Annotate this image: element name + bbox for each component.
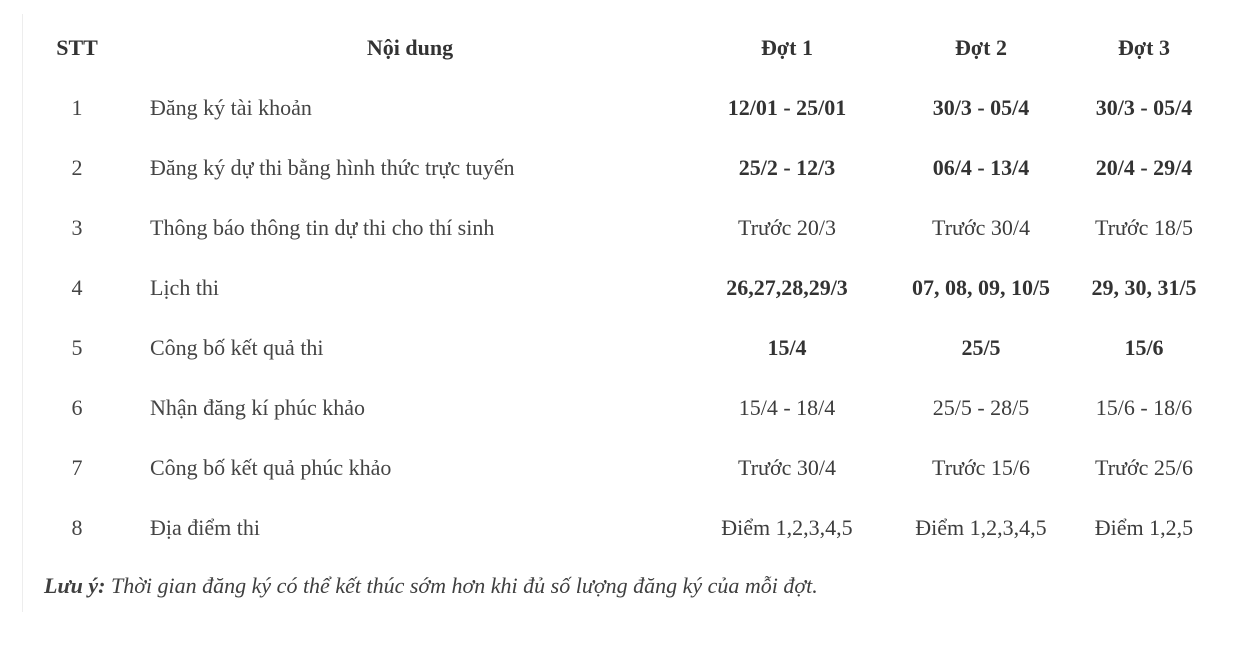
row-number: 4	[71, 275, 83, 300]
table-row	[24, 378, 1210, 438]
note-label: Lưu ý:	[44, 573, 106, 598]
row-round-2: 06/4 - 13/4	[932, 155, 1030, 180]
table-row	[24, 258, 1210, 318]
table-row	[24, 438, 1210, 498]
row-round-2: Trước 15/6	[932, 455, 1030, 480]
header-content: Nội dung	[366, 35, 454, 60]
row-round-2: 25/5	[961, 335, 1001, 360]
row-round-1: 15/4	[767, 335, 807, 360]
row-round-3: 15/6	[1124, 335, 1164, 360]
header-round-2: Đợt 2	[955, 35, 1007, 60]
row-round-1: 26,27,28,29/3	[726, 275, 848, 300]
row-number: 2	[71, 155, 83, 180]
row-round-3: 15/6 - 18/6	[1095, 395, 1193, 420]
row-content: Nhận đăng kí phúc khảo	[150, 395, 366, 420]
row-content: Đăng ký tài khoản	[150, 95, 312, 120]
table-row	[24, 138, 1210, 198]
row-round-1: Trước 30/4	[738, 455, 836, 480]
row-number: 8	[71, 515, 83, 540]
table-row	[24, 318, 1210, 378]
exam-schedule-table	[24, 18, 1210, 558]
row-round-1: Trước 20/3	[738, 215, 836, 240]
table-row	[24, 78, 1210, 138]
row-round-2: Điểm 1,2,3,4,5	[915, 515, 1047, 540]
row-round-2: 30/3 - 05/4	[932, 95, 1030, 120]
row-round-3: 29, 30, 31/5	[1091, 275, 1197, 300]
row-number: 6	[71, 395, 83, 420]
header-round-3: Đợt 3	[1118, 35, 1170, 60]
registration-note	[44, 573, 818, 599]
row-round-1: Điểm 1,2,3,4,5	[721, 515, 853, 540]
row-round-1: 12/01 - 25/01	[727, 95, 847, 120]
table-row	[24, 498, 1210, 558]
row-round-3: Điểm 1,2,5	[1094, 515, 1194, 540]
row-round-3: 20/4 - 29/4	[1095, 155, 1193, 180]
row-number: 5	[71, 335, 83, 360]
table-body	[24, 78, 1210, 558]
row-round-2: 25/5 - 28/5	[932, 395, 1030, 420]
row-number: 1	[71, 95, 83, 120]
row-content: Công bố kết quả thi	[150, 335, 324, 360]
row-round-3: Trước 25/6	[1095, 455, 1193, 480]
header-round-1: Đợt 1	[761, 35, 813, 60]
table-header-row	[24, 18, 1210, 78]
row-content: Lịch thi	[150, 275, 220, 300]
row-content: Địa điểm thi	[150, 515, 260, 540]
row-content: Thông báo thông tin dự thi cho thí sinh	[150, 215, 495, 240]
row-round-3: Trước 18/5	[1095, 215, 1193, 240]
row-content: Công bố kết quả phúc khảo	[150, 455, 392, 480]
row-round-1: 25/2 - 12/3	[738, 155, 836, 180]
table-row	[24, 198, 1210, 258]
header-stt: STT	[56, 35, 98, 60]
row-round-3: 30/3 - 05/4	[1095, 95, 1193, 120]
row-round-2: Trước 30/4	[932, 215, 1030, 240]
row-number: 7	[71, 455, 83, 480]
row-number: 3	[71, 215, 83, 240]
row-content: Đăng ký dự thi bằng hình thức trực tuyến	[150, 155, 515, 180]
note-text: Thời gian đăng ký có thể kết thúc sớm hơn khi đủ số lượng đăng ký của mỗi đợt.	[105, 573, 818, 598]
row-round-1: 15/4 - 18/4	[738, 395, 836, 420]
row-round-2: 07, 08, 09, 10/5	[911, 275, 1051, 300]
